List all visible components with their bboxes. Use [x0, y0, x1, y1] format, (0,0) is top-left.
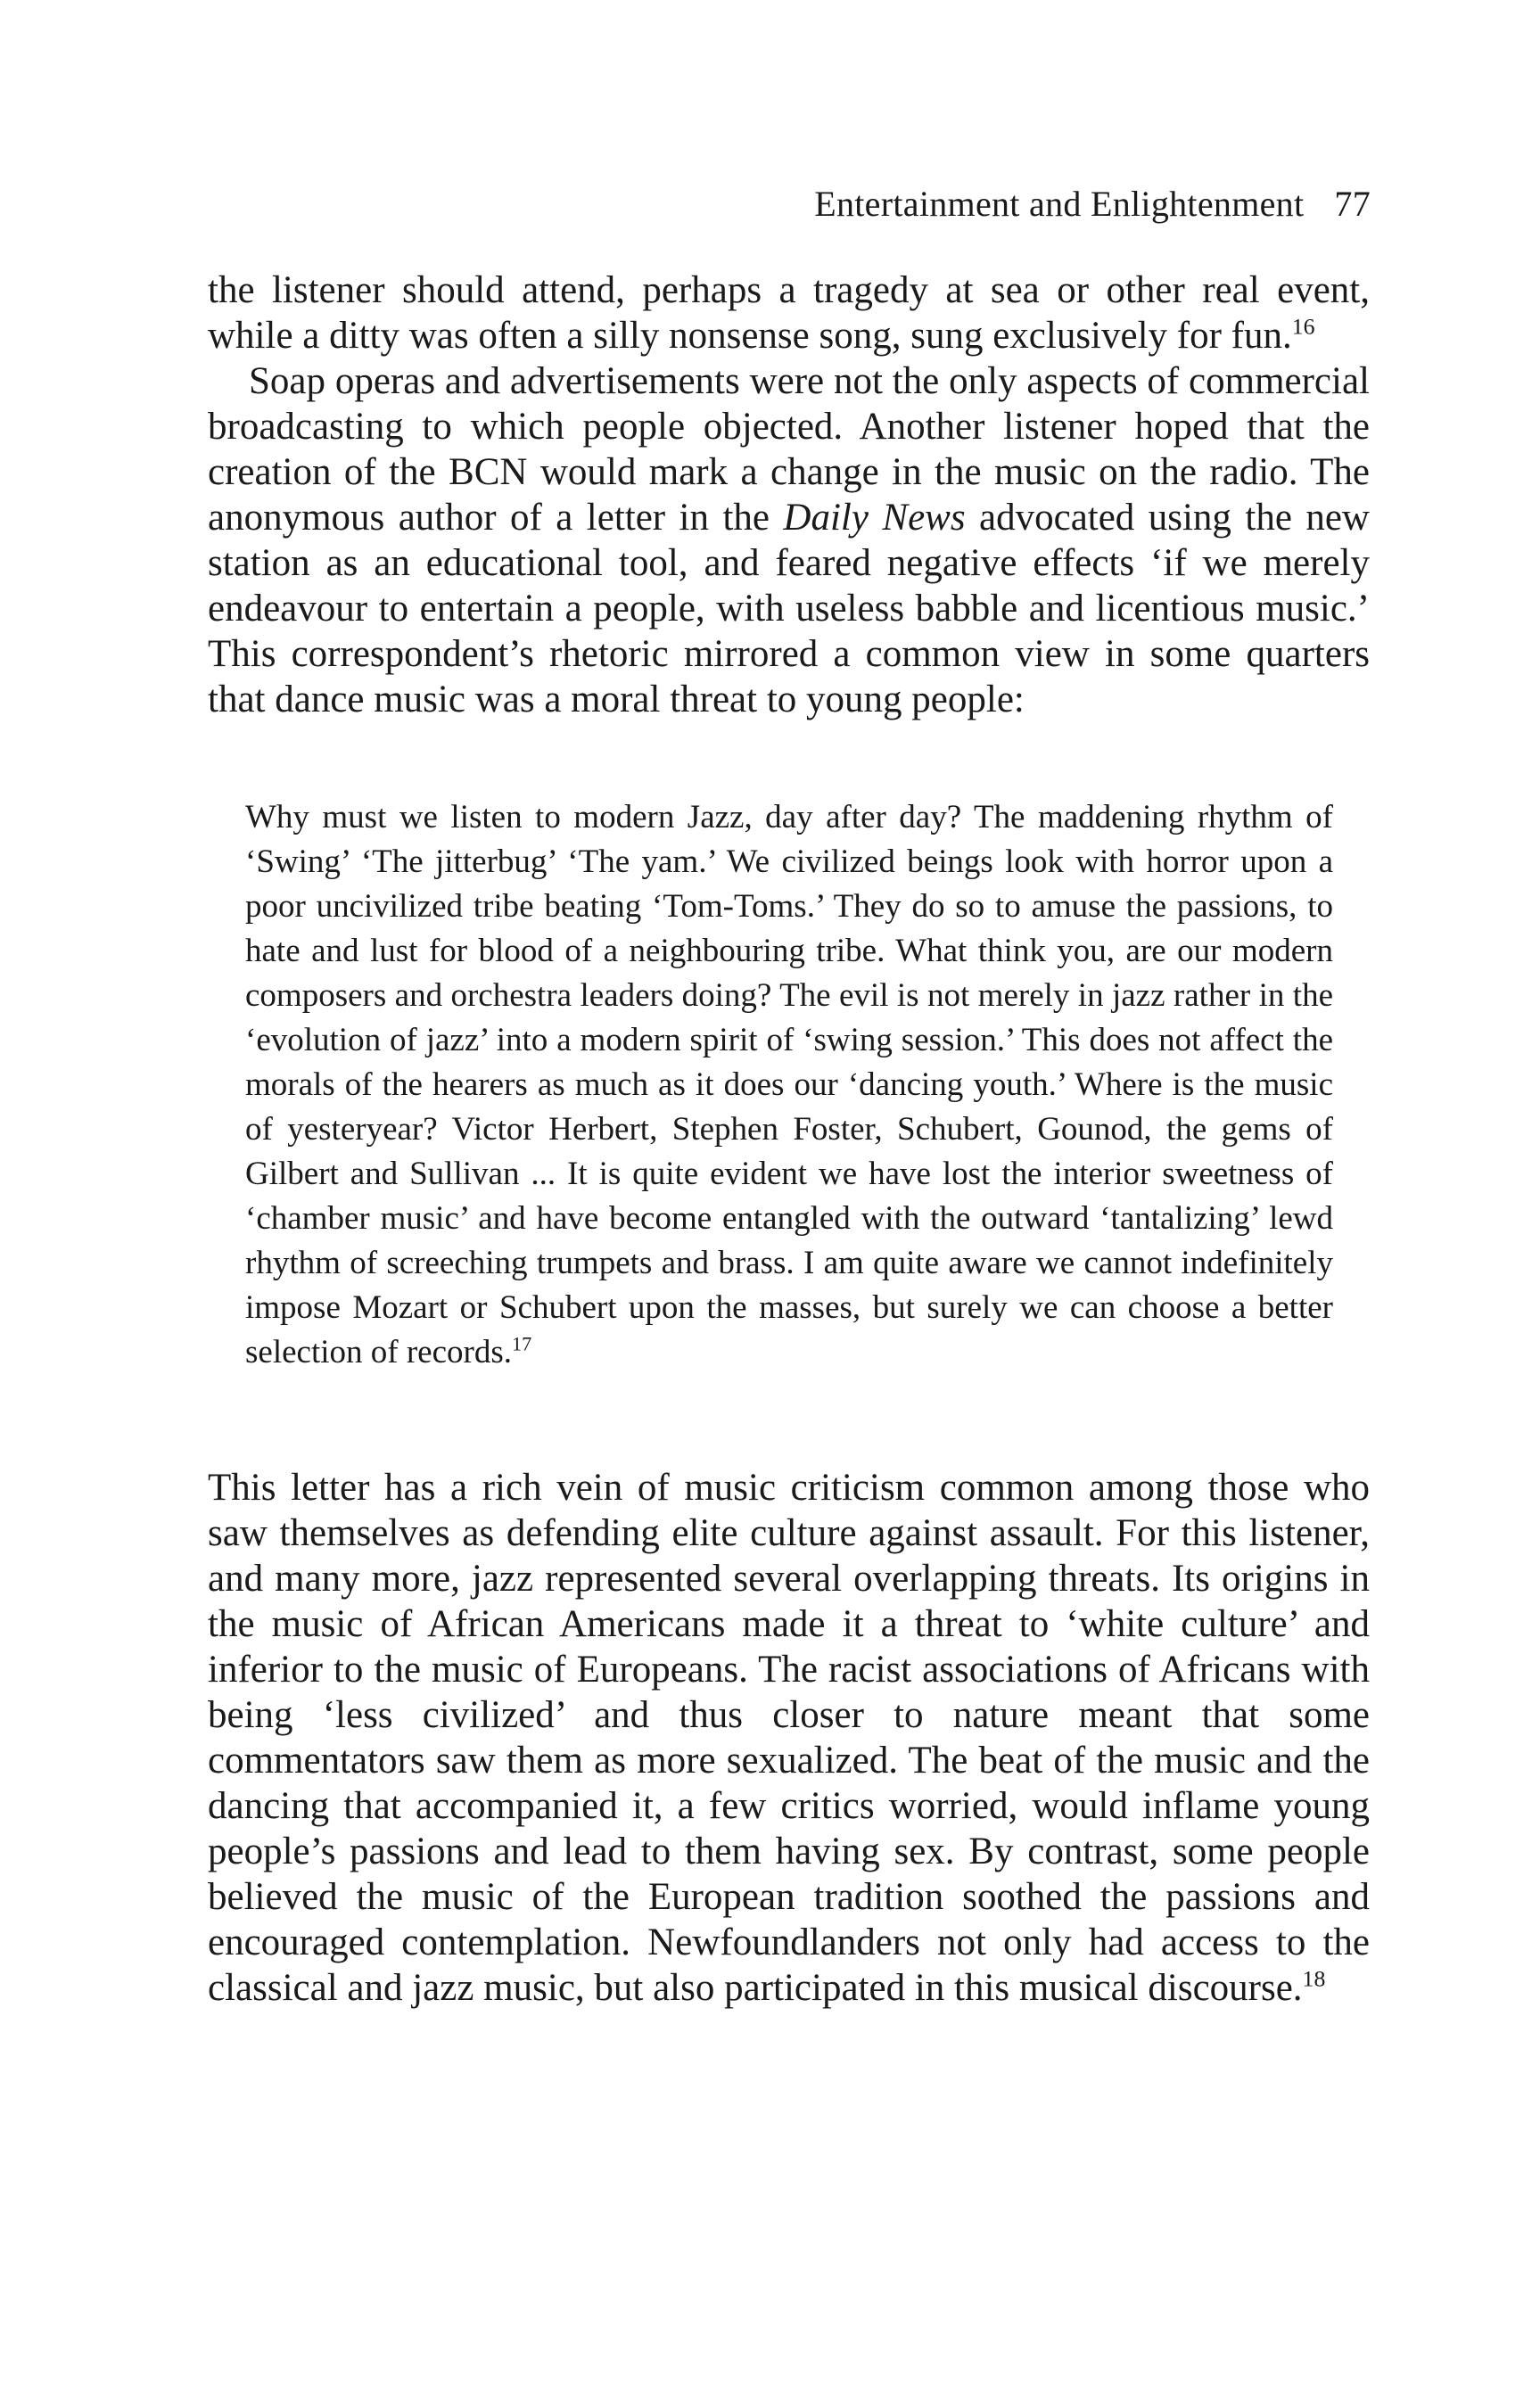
page-number: 77 — [1334, 184, 1371, 224]
paragraph-1-text: the listener should attend, perhaps a tragedy at sea or other real event, while a ditty was often a silly nonsense song, sung exclusively for fun. — [208, 269, 1370, 357]
paragraph-2 — [208, 358, 1370, 722]
block-quote — [245, 795, 1333, 1375]
block-quote-text: Why must we listen to modern Jazz, day after day? The maddening rhythm of ‘Swing’ ‘The jitterbug’ ‘The yam.’ We civilized beings look with horror upon a poor uncivilized tribe beating ‘Tom-Toms.’ They do so to amuse the passions, to hate and lust for blood of a neighbouring tribe. What think you, are our modern composers and orchestra leaders doing? The evil is not merely in jazz rather in the ‘evolution of jazz’ into a modern spirit of ‘swing session.’ This does not affect the morals of the hearers as much as it does our ‘dancing youth.’ Where is the music of yesteryear? Victor Herbert, Stephen Foster, Schubert, Gounod, the gems of Gilbert and Sullivan ... It is quite evident we have lost the interior sweetness of ‘chamber music’ and have become entangled with the outward ‘tantalizing’ lewd rhythm of screeching trumpets and brass. I am quite aware we cannot indefinitely impose Mozart or Schubert upon the masses, but surely we can choose a better selection of records. — [245, 799, 1333, 1370]
footnote-ref-16: 16 — [1291, 313, 1315, 340]
running-title: Entertainment and Enlightenment — [814, 184, 1305, 224]
paragraph-3 — [208, 1465, 1370, 2011]
footnote-ref-17: 17 — [511, 1332, 532, 1355]
body-paragraphs-top — [208, 267, 1370, 722]
paragraph-continued — [208, 269, 1370, 357]
newspaper-title: Daily News — [783, 497, 966, 539]
footnote-ref-18: 18 — [1302, 1965, 1326, 1992]
paragraph-2-text-a: Soap operas and advertisements were not the only aspects of commercial broadcasting to which people objected. Another listener hoped that the creation of the BCN would mark a change in the music on the radio. The anonymous author of a letter in the — [208, 360, 1370, 539]
paragraph-3-text: This letter has a rich vein of music criticism common among those who saw themselves as defending elite culture against assault. For this listener, and many more, jazz represented several overlapping threats. Its origins in the music of African Americans made it a threat to ‘white culture’ and inferior to the music of Europeans. The racist associations of Africans with being ‘less civilized’ and thus closer to nature meant that some commentators saw them as more sexualized. The beat of the music and the dancing that accompanied it, a few critics worried, would inflame young people’s passions and lead to them having sex. By contrast, some people believed the music of the European tradition soothed the passions and encouraged contemplation. Newfoundlanders not only had access to the classical and jazz music, but also participated in this musical discourse. — [208, 1467, 1370, 2009]
paragraph-2-text-b: advocated using the new station as an educational tool, and feared negative effects ‘if we merely endeavour to entertain a people, with useless babble and licentious music.’ This correspondent’s rhetoric mirrored a common view in some quarters that dance music was a moral threat to young people: — [208, 497, 1370, 720]
running-head — [814, 183, 1371, 225]
